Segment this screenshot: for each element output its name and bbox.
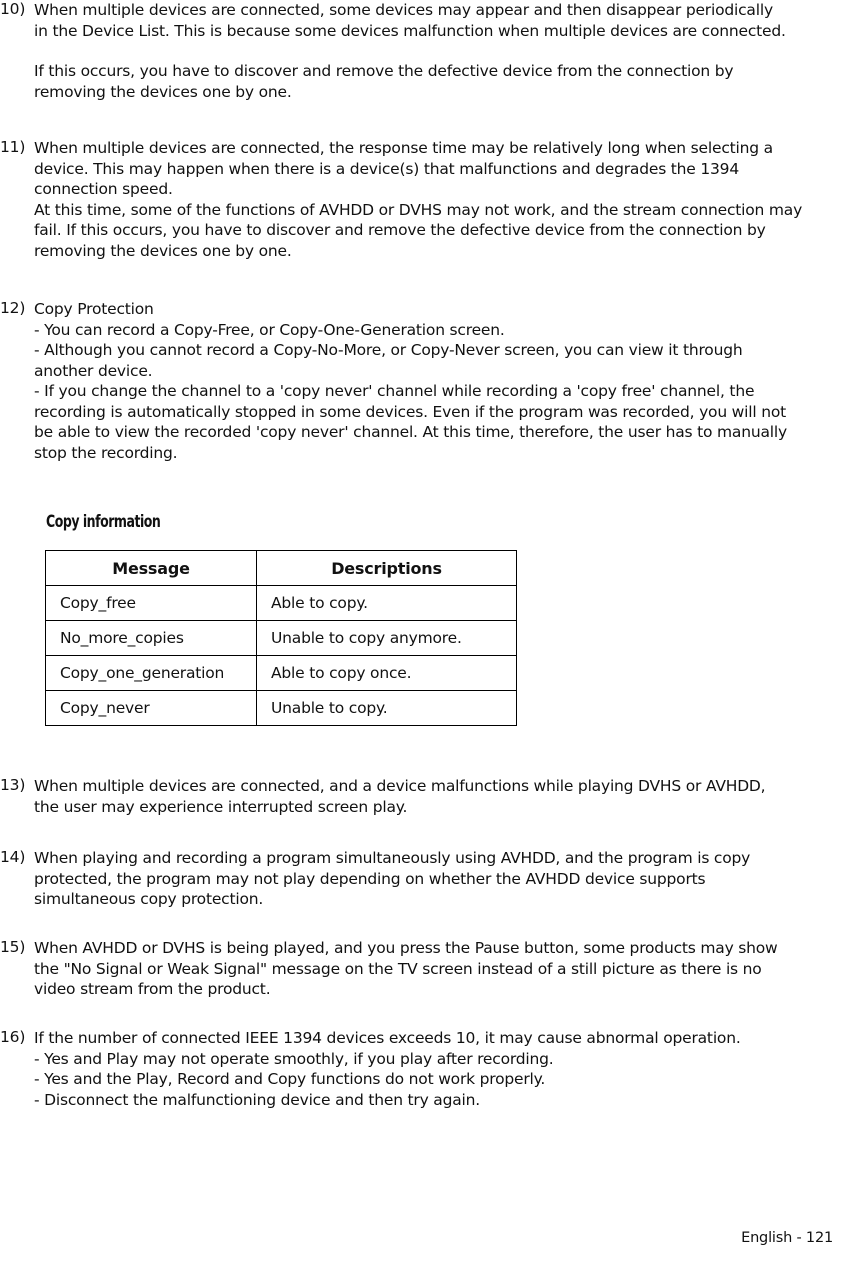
item-text xyxy=(34,938,856,1000)
text-line: When playing and recording a program simultaneously using AVHDD, and the program is copy xyxy=(34,849,751,867)
text-line: fail. If this occurs, you have to discover and remove the defective device from the connection by xyxy=(34,221,766,239)
text-line: At this time, some of the functions of AVHDD or DVHS may not work, and the stream connection may xyxy=(34,200,803,219)
text-line: Copy Protection xyxy=(34,300,154,318)
item-number: 11) xyxy=(0,138,26,156)
text-line: When multiple devices are connected, the response time may be relatively long when selecting a xyxy=(34,139,773,157)
text-line: be able to view the recorded 'copy never' channel. At this time, therefore, the user has to manually xyxy=(34,423,787,441)
text-line: - Yes and Play may not operate smoothly, if you play after recording. xyxy=(34,1049,554,1068)
message-cell: Copy_one_generation xyxy=(46,656,257,691)
description-cell: Unable to copy. xyxy=(257,691,517,726)
message-cell: Copy_never xyxy=(46,691,257,726)
item-number: 12) xyxy=(0,299,26,317)
text-line: the "No Signal or Weak Signal" message on the TV screen instead of a still picture as there is no xyxy=(34,959,762,978)
text-line: - You can record a Copy-Free, or Copy-One-Generation screen. xyxy=(34,320,505,339)
text-line: When multiple devices are connected, and a device malfunctions while playing DVHS or AVHDD, xyxy=(34,777,766,795)
description-cell: Able to copy. xyxy=(257,586,517,621)
item-text xyxy=(34,299,856,463)
text-line: If this occurs, you have to discover and remove the defective device from the connection by xyxy=(34,62,734,80)
copy-information-table xyxy=(45,550,517,726)
table-header-row xyxy=(46,551,517,586)
text-line: protected, the program may not play depending on whether the AVHDD device supports xyxy=(34,869,706,888)
item-number: 15) xyxy=(0,938,26,956)
item-text xyxy=(34,138,856,261)
copy-information-title: Copy information xyxy=(46,512,161,532)
text-line: - Yes and the Play, Record and Copy functions do not work properly. xyxy=(34,1070,546,1088)
text-line: in the Device List. This is because some devices malfunction when multiple devices are connected. xyxy=(34,21,786,40)
table-row xyxy=(46,656,517,691)
text-line: - If you change the channel to a 'copy never' channel while recording a 'copy free' channel, the xyxy=(34,382,755,400)
item-text xyxy=(34,848,856,910)
item-number: 13) xyxy=(0,776,26,794)
text-line: connection speed. xyxy=(34,180,173,198)
description-cell: Able to copy once. xyxy=(257,656,517,691)
message-cell: No_more_copies xyxy=(46,621,257,656)
text-line: When multiple devices are connected, some devices may appear and then disappear periodically xyxy=(34,1,773,19)
message-cell: Copy_free xyxy=(46,586,257,621)
text-line: stop the recording. xyxy=(34,443,178,462)
column-header-descriptions: Descriptions xyxy=(257,551,517,586)
text-line: device. This may happen when there is a device(s) that malfunctions and degrades the 1394 xyxy=(34,159,740,178)
item-number: 10) xyxy=(0,0,26,18)
table-row xyxy=(46,586,517,621)
item-text xyxy=(34,776,856,817)
text-line: another device. xyxy=(34,361,153,380)
page-footer: English - 121 xyxy=(741,1230,833,1246)
text-line: If the number of connected IEEE 1394 devices exceeds 10, it may cause abnormal operation. xyxy=(34,1029,741,1047)
item-text xyxy=(34,0,856,102)
text-line: removing the devices one by one. xyxy=(34,241,292,260)
text-line: recording is automatically stopped in some devices. Even if the program was recorded, you will not xyxy=(34,402,786,421)
description-cell: Unable to copy anymore. xyxy=(257,621,517,656)
text-line: simultaneous copy protection. xyxy=(34,890,264,908)
text-line: - Although you cannot record a Copy-No-More, or Copy-Never screen, you can view it through xyxy=(34,341,743,359)
text-line: removing the devices one by one. xyxy=(34,82,292,101)
text-line: When AVHDD or DVHS is being played, and you press the Pause button, some products may show xyxy=(34,939,778,957)
column-header-message: Message xyxy=(46,551,257,586)
text-line: the user may experience interrupted screen play. xyxy=(34,797,408,816)
table-row xyxy=(46,621,517,656)
text-line: video stream from the product. xyxy=(34,980,271,998)
item-number: 16) xyxy=(0,1028,26,1046)
item-number: 14) xyxy=(0,848,26,866)
item-text xyxy=(34,1028,856,1110)
text-line: - Disconnect the malfunctioning device and then try again. xyxy=(34,1090,480,1109)
table-row xyxy=(46,691,517,726)
